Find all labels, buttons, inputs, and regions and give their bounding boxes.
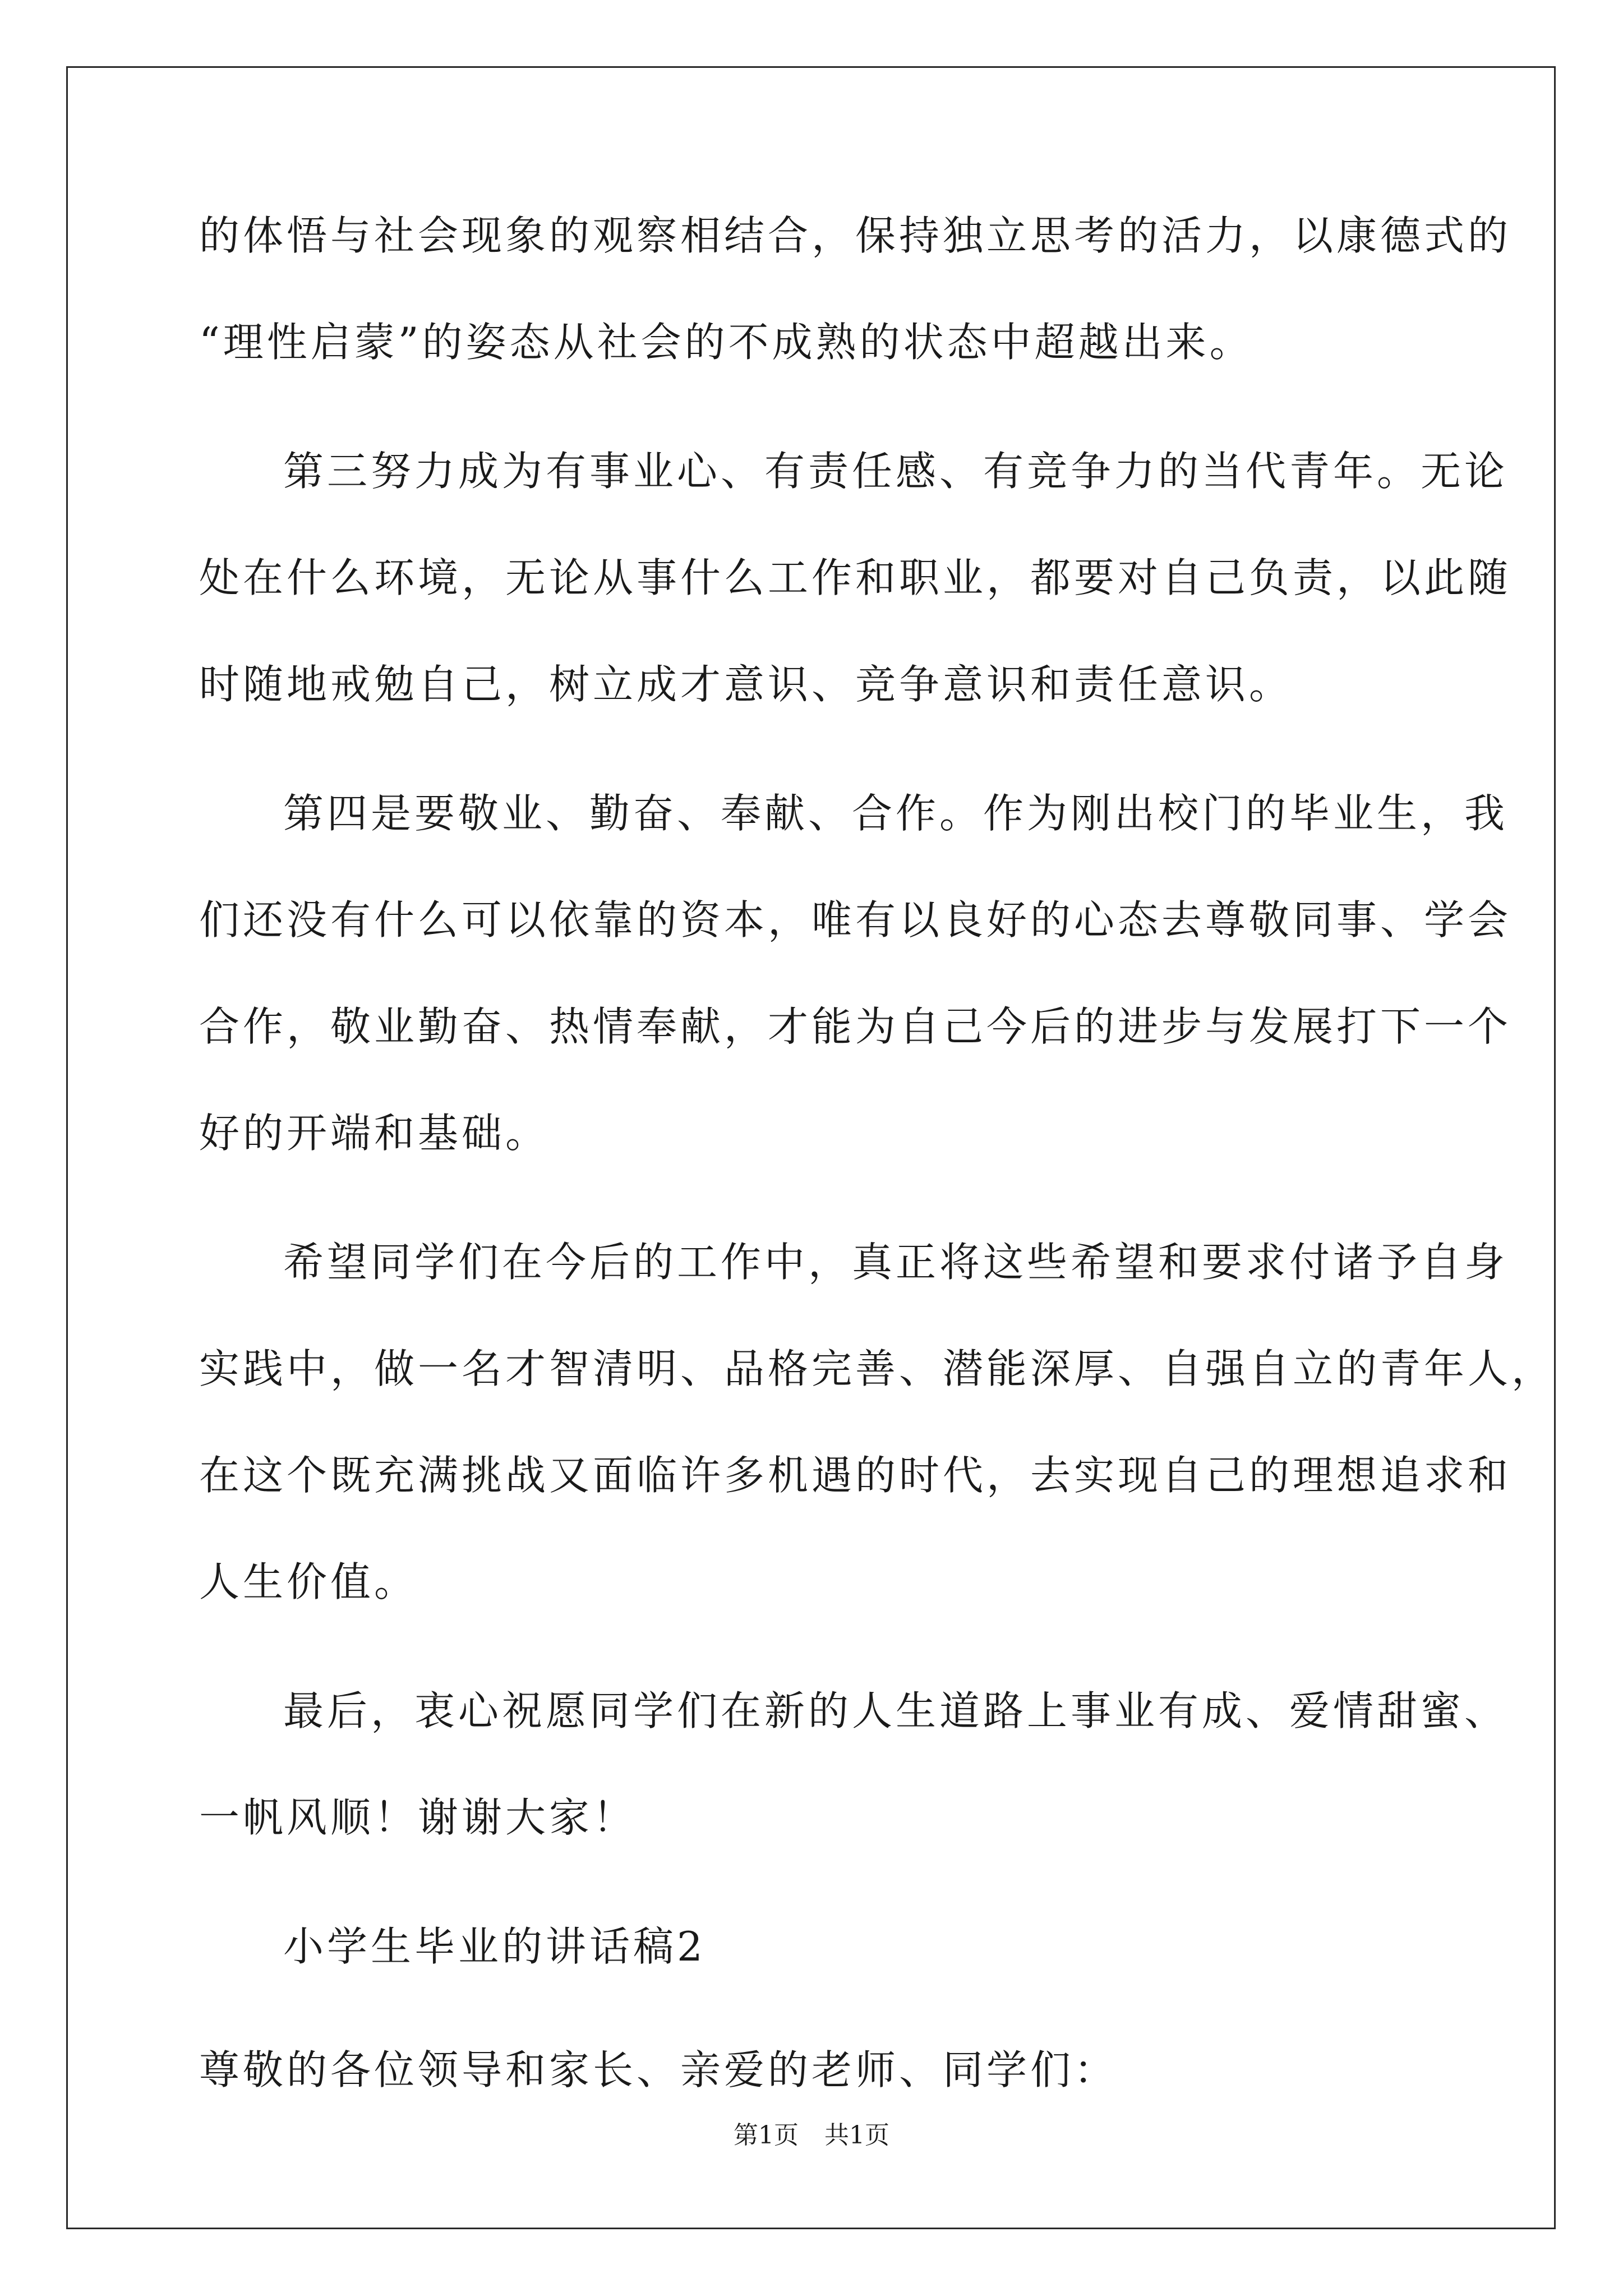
text-line: 时随地戒勉自己，树立成才意识、竞争意识和责任意识。 [199, 661, 1293, 708]
text-line: 处在什么环境，无论从事什么工作和职业，都要对自己负责，以此随 [199, 554, 1512, 601]
text-line: 的体悟与社会现象的观察相结合，保持独立思考的活力，以康德式的 [199, 212, 1512, 259]
paragraph-start-line: 希望同学们在今后的工作中，真正将这些希望和要求付诸予自身 [283, 1239, 1509, 1286]
paragraph-start-line: 第三努力成为有事业心、有责任感、有竞争力的当代青年。无论 [283, 448, 1509, 495]
paragraph-start-line: 最后，衷心祝愿同学们在新的人生道路上事业有成、爱情甜蜜、 [283, 1687, 1509, 1734]
text-line: 在这个既充满挑战又面临许多机遇的时代，去实现自己的理想追求和 [199, 1452, 1512, 1499]
salutation-line: 尊敬的各位领导和家长、亲爱的老师、同学们： [199, 2046, 1118, 2093]
text-line: 人生价值。 [199, 1558, 418, 1605]
text-line: 合作，敬业勤奋、热情奉献，才能为自己今后的进步与发展打下一个 [199, 1003, 1512, 1050]
paragraph-start-line: 第四是要敬业、勤奋、奉献、合作。作为刚出校门的毕业生，我 [283, 790, 1509, 837]
text-line: 实践中，做一名才智清明、品格完善、潜能深厚、自强自立的青年人， [199, 1345, 1556, 1392]
text-line: 一帆风顺！谢谢大家！ [199, 1794, 637, 1841]
page-footer [0, 2122, 1623, 2150]
text-line: 们还没有什么可以依靠的资本，唯有以良好的心态去尊敬同事、学会 [199, 896, 1512, 944]
page-number-total: 共1页 [824, 2121, 889, 2150]
page-number-current: 第1页 [734, 2121, 799, 2150]
section-heading: 小学生毕业的讲话稿2 [283, 1923, 706, 1970]
text-line: “理性启蒙”的姿态从社会的不成熟的状态中超越出来。 [199, 319, 1253, 366]
text-line: 好的开端和基础。 [199, 1110, 550, 1157]
